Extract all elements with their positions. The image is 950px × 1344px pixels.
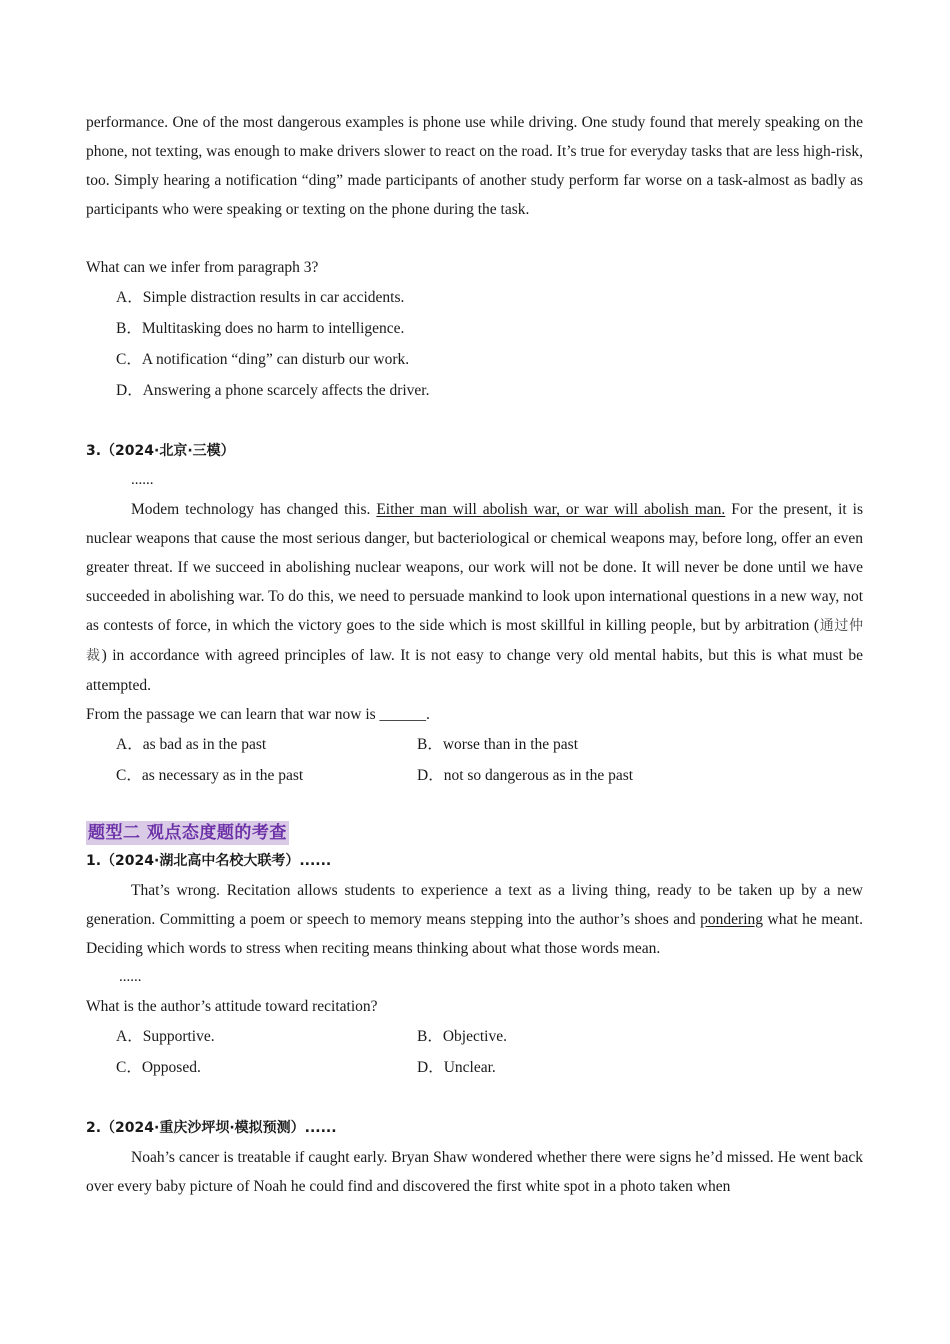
option-a[interactable]: A．as bad as in the past	[116, 736, 267, 753]
section2-item-1-paragraph: That’s wrong. Recitation allows students to experience a text as a living thing, ready to be taken up by a new generation. Committing a poem or speech to memory means stepping into the author’s shoes and pondering what he meant. Deciding which words to stress when reciting means thinking about what those words mean.	[86, 882, 863, 957]
item-3-paragraph: Modem technology has changed this. Either man will abolish war, or war will abolish man. For the present, it is nuclear weapons that cause the most serious danger, but bacteriological or chemical weapons may, before long, offer an even greater threat. If we succeed in abolishing nuclear weapons, our work will not be done. It will never be done until we have succeeded in abolishing war. To do this, we need to persuade mankind to look upon international questions in a new way, not as contests of force, in which the victory goes to the side which is most skillful in killing people, but by arbitration (通过仲裁) in accordance with agreed principles of law. It is not easy to change very old mental habits, but this is what must be attempted.	[86, 501, 863, 694]
option-d[interactable]: D．not so dangerous as in the past	[417, 767, 634, 784]
options-list	[116, 729, 863, 791]
question-text: From the passage we can learn that war now is ______.	[86, 706, 430, 723]
option-a[interactable]: A．Supportive.	[116, 1028, 215, 1045]
option-a[interactable]: A．Simple distraction results in car accidents.	[116, 289, 405, 306]
options-list	[116, 282, 863, 406]
option-d[interactable]: D．Answering a phone scarcely affects the driver.	[116, 382, 430, 399]
option-d[interactable]: D．Unclear.	[417, 1059, 496, 1076]
underlined-sentence: Either man will abolish war, or war will abolish man.	[376, 501, 726, 518]
option-b[interactable]: B．worse than in the past	[417, 736, 579, 753]
option-c[interactable]: C．as necessary as in the past	[116, 767, 304, 784]
option-b[interactable]: B．Multitasking does no harm to intelligence.	[116, 320, 405, 337]
section2-item-2-heading: 2.（2024·重庆沙坪坝·模拟预测）......	[86, 1120, 337, 1136]
underlined-word: pondering	[700, 911, 764, 928]
section2-item-2-paragraph: Noah’s cancer is treatable if caught early. Bryan Shaw wondered whether there were signs he’d missed. He went back over every baby picture of Noah he could find and discovered the first white spot in a photo taken when	[86, 1149, 863, 1195]
chinese-gloss: 通过仲裁	[86, 618, 863, 664]
options-list	[116, 1021, 863, 1083]
option-c[interactable]: C．Opposed.	[116, 1059, 201, 1076]
item-3-heading: 3.（2024·北京·三模）	[86, 443, 235, 459]
section2-item-1-heading: 1.（2024·湖北高中名校大联考）......	[86, 853, 332, 869]
option-b[interactable]: B．Objective.	[417, 1028, 507, 1045]
question-text: What can we infer from paragraph 3?	[86, 259, 319, 276]
question-text: What is the author’s attitude toward recitation?	[86, 998, 378, 1015]
intro-paragraph: performance. One of the most dangerous examples is phone use while driving. One study found that merely speaking on the phone, not texting, was enough to make drivers slower to react on the road. It’s true for everyday tasks that are less high-risk, too. Simply hearing a notification “ding” made participants of another study perform far worse on a task-almost as badly as participants who were speaking or texting on the phone during the task.	[86, 114, 863, 218]
ellipsis: ......	[119, 969, 142, 985]
document-page	[86, 108, 863, 1201]
ellipsis: ......	[131, 472, 154, 488]
option-c[interactable]: C．A notification “ding” can disturb our work.	[116, 351, 410, 368]
section-title: 题型二 观点态度题的考查	[88, 823, 287, 843]
